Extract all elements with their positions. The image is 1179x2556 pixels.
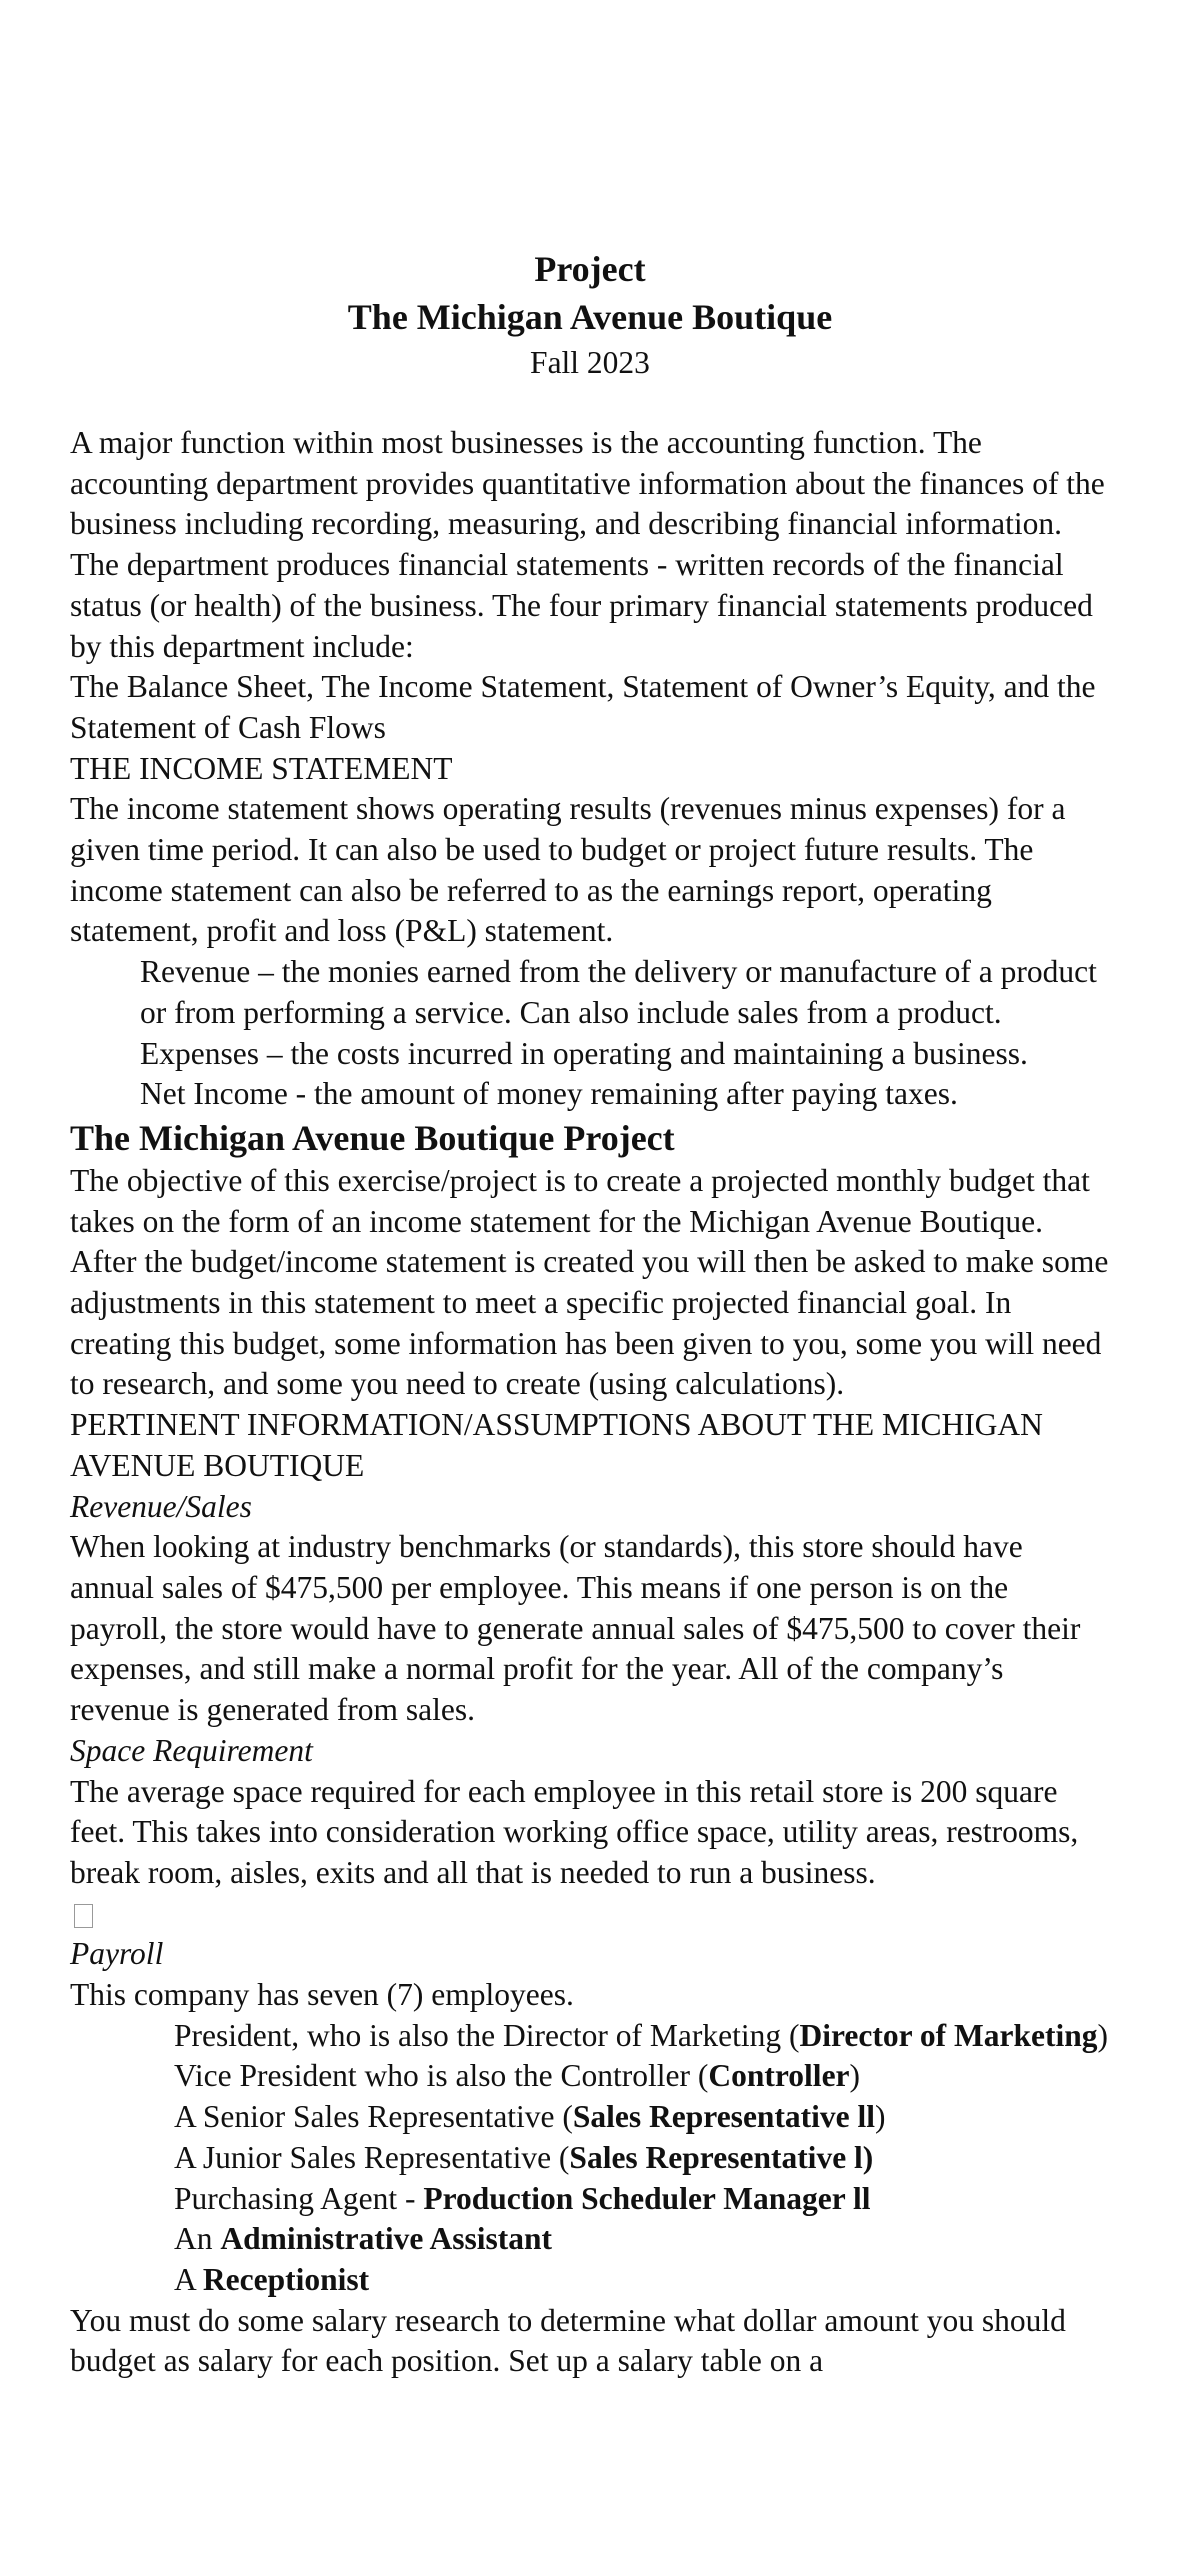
definition-net-income: Net Income - the amount of money remaining after paying taxes.: [140, 1076, 958, 1112]
revenue-label: Revenue/Sales: [70, 1488, 252, 1524]
revenue-paragraph: When looking at industry benchmarks (or standards), this store should have annual sales of $475,500 per employee. This means if one person is on the payroll, the store would have to generate annual sales of $475,500 to cover their expenses, and still make a normal profit for the year. All of the company’s revenue is generated from sales.: [70, 1529, 1081, 1728]
income-statement-heading: THE INCOME STATEMENT: [70, 750, 453, 786]
employee-item: [70, 2138, 1110, 2179]
payroll-label: Payroll: [70, 1936, 164, 1972]
term-label: Fall 2023: [530, 345, 650, 380]
employee-item: [70, 2016, 1110, 2057]
definition-expenses: Expenses – the costs incurred in operating and maintaining a business.: [140, 1035, 1028, 1071]
employee-item: [70, 2260, 1110, 2301]
employee-suffix: ): [849, 2058, 861, 2094]
employee-suffix: ): [1097, 2017, 1108, 2053]
employee-title: Sales Representative ll: [572, 2099, 876, 2135]
statements-list: The Balance Sheet, The Income Statement, Statement of Owner’s Equity, and the Statement of Cash Flows: [70, 669, 1096, 745]
page-subtitle: The Michigan Avenue Boutique: [347, 297, 833, 337]
employee-title: Production Scheduler Manager ll: [423, 2180, 871, 2216]
employee-desc: Purchasing Agent -: [174, 2180, 424, 2216]
employee-title: Sales Representative l): [569, 2139, 874, 2175]
project-paragraph: The objective of this exercise/project is to create a projected monthly budget that takes on the form of an income statement for the Michigan Avenue Boutique. After the budget/income statement is created you will then be asked to make some adjustments in this statement to meet a specific projected financial goal. In creating this budget, some information has been given to you, some you will need to research, and some you need to create (using calculations).: [70, 1162, 1109, 1402]
header-spacer: [70, 385, 1110, 423]
payroll-paragraph: This company has seven (7) employees.: [70, 1977, 574, 2013]
space-paragraph: The average space required for each employee in this retail store is 200 square feet. This takes into consideration working office space, utility areas, restrooms, break room, aisles, exits and all that is needed to run a business.: [70, 1773, 1079, 1890]
definition-revenue: Revenue – the monies earned from the delivery or manufacture of a product or from performing a service. Can also include sales from a product.: [140, 954, 1097, 1030]
employee-desc: A Senior Sales Representative (: [174, 2099, 573, 2135]
employee-title: Director of Marketing: [799, 2017, 1098, 2053]
employee-desc: A: [174, 2261, 203, 2297]
employee-desc: President, who is also the Director of Marketing (: [174, 2017, 800, 2053]
employee-item: [70, 2056, 1110, 2097]
project-heading: The Michigan Avenue Boutique Project: [70, 1117, 675, 1158]
assumptions-heading: PERTINENT INFORMATION/ASSUMPTIONS ABOUT THE MICHIGAN AVENUE BOUTIQUE: [70, 1407, 1043, 1483]
intro-paragraph: A major function within most businesses is the accounting function. The accounting department provides quantitative information about the finances of the business including recording, measuring, and describing financial information. The department produces financial statements - written records of the financial status (or health) of the business. The four primary financial statements produced by this department include:: [70, 425, 1105, 664]
space-label: Space Requirement: [70, 1732, 313, 1768]
employee-desc: A Junior Sales Representative (: [174, 2139, 570, 2175]
employee-item: [70, 2179, 1110, 2220]
income-statement-paragraph: The income statement shows operating results (revenues minus expenses) for a given time period. It can also be used to budget or project future results. The income statement can also be referred to as the earnings report, operating statement, profit and loss (P&L) statement.: [70, 791, 1066, 949]
page-title: Project: [534, 249, 646, 289]
employee-desc: An: [174, 2221, 221, 2257]
employee-title: Receptionist: [202, 2261, 370, 2297]
employee-suffix: ): [875, 2099, 886, 2135]
employee-title: Controller: [708, 2058, 850, 2094]
employee-desc: Vice President who is also the Controller (: [174, 2058, 709, 2094]
document-header: [70, 245, 1110, 385]
missing-glyph-line: [70, 1894, 1110, 1935]
closing-paragraph: You must do some salary research to determine what dollar amount you should budget as salary for each position. Set up a salary table on a: [70, 2302, 1066, 2379]
employee-title: Administrative Assistant: [220, 2221, 553, 2257]
employee-item: [70, 2097, 1110, 2138]
document-body: [70, 245, 1110, 2382]
employee-item: [70, 2219, 1110, 2260]
missing-glyph-icon: [74, 1904, 93, 1928]
